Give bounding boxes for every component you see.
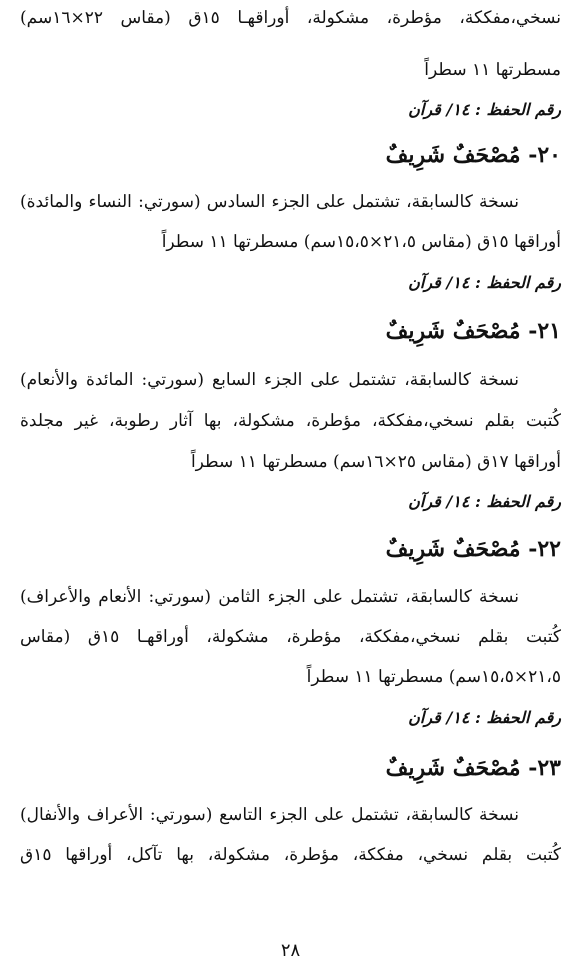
shelf-mark: رقم الحفظ : ١٤/ قرآن (408, 492, 561, 511)
text-line: نسخة كالسابقة، تشتمل على الجزء التاسع (سورتي: الأعراف والأنفال) (20, 805, 519, 825)
text-line: نسخي،مفككة، مؤطرة، مشكولة، أوراقهـا ١٥ق (مقاس ٢٢×١٦سم) (20, 8, 561, 28)
text-line: كُتبت بقلم نسخي،مفككة، مؤطرة، مشكولة، أوراقهـا ١٥ق (مقاس (20, 627, 561, 647)
text-line: نسخة كالسابقة، تشتمل على الجزء السادس (سورتي: النساء والمائدة) (20, 192, 519, 212)
entry-heading: ٢٢- مُصْحَفٌ شَرِيفٌ (385, 536, 561, 562)
shelf-mark: رقم الحفظ : ١٤/ قرآن (408, 100, 561, 119)
text-line: أوراقها ١٥ق (مقاس ٢١،٥×١٥،٥سم) مسطرتها ١١ سطراً (161, 232, 561, 252)
text-line: نسخة كالسابقة، تشتمل على الجزء السابع (سورتي: المائدة والأنعام) (20, 370, 519, 390)
text-line: نسخة كالسابقة، تشتمل على الجزء الثامن (سورتي: الأنعام والأعراف) (20, 587, 519, 607)
shelf-mark: رقم الحفظ : ١٤/ قرآن (408, 708, 561, 727)
entry-heading: ٢١- مُصْحَفٌ شَرِيفٌ (385, 318, 561, 344)
text-line: كُتبت بقلم نسخي،مفككة، مؤطرة، مشكولة، بها آثار رطوبة، غير مجلدة (20, 411, 561, 431)
entry-heading: ٢٣- مُصْحَفٌ شَرِيفٌ (385, 755, 561, 781)
shelf-mark: رقم الحفظ : ١٤/ قرآن (408, 273, 561, 292)
entry-heading: ٢٠- مُصْحَفٌ شَرِيفٌ (385, 142, 561, 168)
text-line: ٢١،٥×١٥،٥سم) مسطرتها ١١ سطراً (306, 667, 561, 687)
text-line: أوراقها ١٧ق (مقاس ٢٥×١٦سم) مسطرتها ١١ سطراً (190, 452, 561, 472)
text-line: مسطرتها ١١ سطراً (424, 60, 561, 80)
text-line: كُتبت بقلم نسخي، مفككة، مؤطرة، مشكولة، بها تآكل، أوراقها ١٥ق (20, 845, 561, 865)
page-number: ٢٨ (280, 940, 301, 961)
